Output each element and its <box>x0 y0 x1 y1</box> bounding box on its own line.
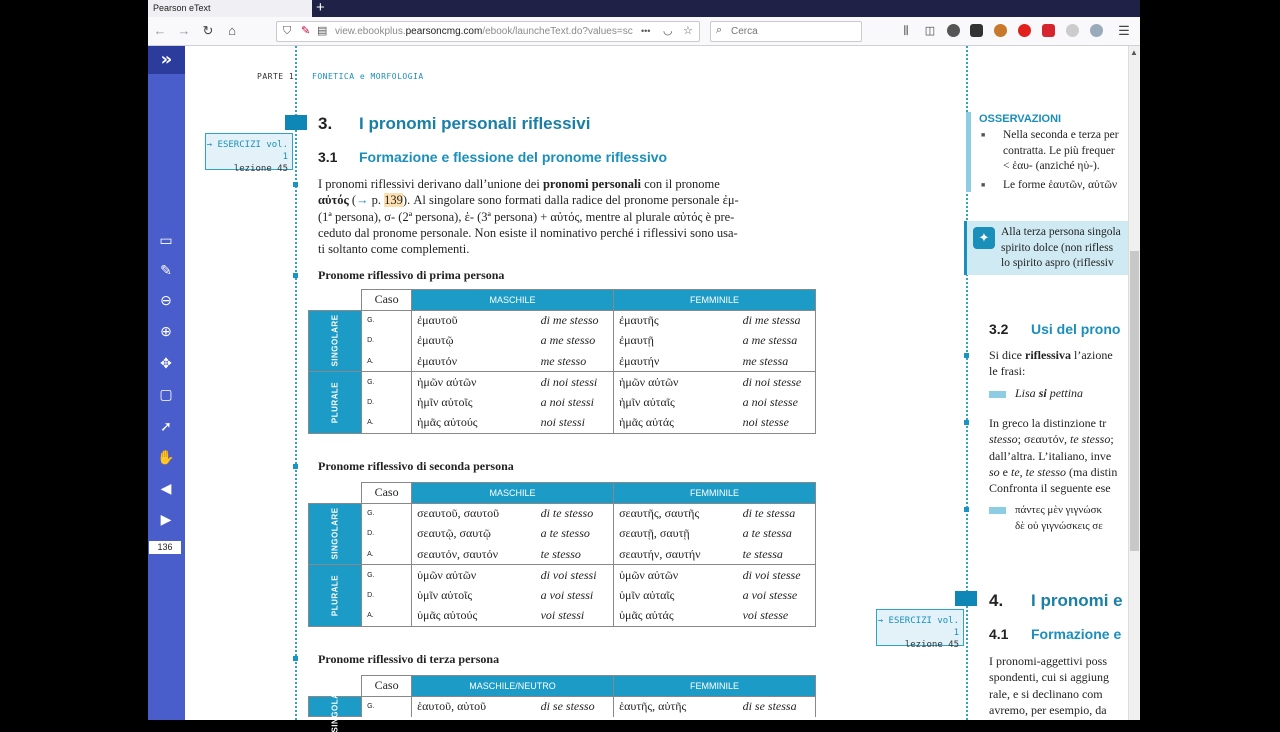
observation-item: ■ Le forme ἑαυτῶν, αὐτῶν <box>1003 178 1117 194</box>
url-text[interactable]: view.ebookplus.pearsoncmg.com/ebook/launcheText.do?values=sc <box>335 26 633 37</box>
subsection-number: 3.1 <box>318 149 338 165</box>
extension-cookie-icon[interactable] <box>994 24 1007 37</box>
monitor-icon[interactable]: ▭ <box>159 234 173 249</box>
esercizi-link[interactable]: → ESERCIZI vol. 1 lezione 45 <box>876 609 964 646</box>
esercizi-link[interactable]: → ESERCIZI vol. 1 lezione 45 <box>205 133 293 170</box>
pointer-icon[interactable]: ➚ <box>160 420 172 435</box>
search-icon: ⌕ <box>716 24 723 36</box>
scroll-up-icon[interactable]: ▲ <box>1130 48 1138 57</box>
section-title: I pronomi personali riflessivi <box>359 114 591 133</box>
page-number[interactable]: 136 <box>149 541 181 554</box>
account-icon[interactable] <box>947 24 960 37</box>
wrench-icon[interactable]: ✎ <box>160 264 172 279</box>
section-marker <box>955 591 977 606</box>
search-input[interactable] <box>731 24 856 39</box>
section-marker <box>285 115 307 130</box>
table-title: Pronome riflessivo di seconda persona <box>318 459 514 473</box>
title-bar <box>148 0 1140 17</box>
reload-icon[interactable]: ↻ <box>202 23 214 38</box>
note-box: ✦ Alla terza persona singola spirito dolce (non rifless lo spirito aspro (riflessiv <box>964 221 1128 275</box>
extension-puzzle-icon[interactable] <box>970 24 983 37</box>
tab-pearson-etext[interactable]: Pearson eText <box>148 0 312 17</box>
back-icon[interactable]: ← <box>153 23 167 38</box>
reader-toolbar <box>148 46 185 720</box>
permissions-icon[interactable]: ▤ <box>317 25 328 37</box>
book-page <box>185 46 1128 732</box>
declension-table-second-person: Caso MASCHILE FEMMINILE SINGOLARE G. σεαυτοῦ, σαυτοῦ di te stesso σεαυτῆς, σαυτῆς di te stessa D. σεαυτῷ, σαυτῷ a te stesso σεαυτῇ, σαυτῇ a te stessa A. σεαυτόν, σαυτόν te stesso σεαυτήν, σαυτήν te stessa PLURALE G. ὑμῶν αὐτῶν di voi stessi ὑμῶν αὐτῶν di voi stesse D. ὑμῖν αὐτοῖς a voi stessi ὑμῖν αὐταῖς a voi stesse A. ὑμᾶς αὐτούς voi stessi ὑμᾶς αὐτάς voi stesse <box>308 482 816 627</box>
search-box[interactable] <box>710 21 862 42</box>
margin-guide <box>295 46 297 720</box>
example-sentence: Lisa si pettina <box>1015 386 1084 400</box>
extension-opera-icon[interactable] <box>1018 24 1031 37</box>
intro-paragraph: I pronomi riflessivi derivano dall’unione dei pronomi personali con il pronome αὐτός (→ p. 139). Al singolare sono formati dalla radice del pronome personale ἐμ- (1ª persona), σ- (2ª persona), ἑ- (3ª persona) + αὐτός, mentre al plurale αὐτός è pre- ceduto dal pronome personale. Non esiste il nominativo perché i riflessivi sono usa- ti soltanto come complementi. <box>318 177 739 257</box>
shield-icon[interactable]: ⛉ <box>283 25 292 37</box>
hand-pan-icon[interactable]: ✋ <box>157 451 175 466</box>
subsection-number: 3.2 <box>989 321 1009 337</box>
subsection-number: 4.1 <box>989 626 1009 642</box>
address-bar[interactable] <box>276 21 700 42</box>
declension-table-third-person: Caso MASCHILE/NEUTRO FEMMINILE SINGOLARE G. ἑαυτοῦ, αὑτοῦ di se stesso ἑαυτῆς, αὑτῆς di se stessa <box>308 675 816 717</box>
browser-window <box>148 0 1140 732</box>
expand-panel-icon[interactable]: » <box>148 46 185 74</box>
select-area-icon[interactable]: ▢ <box>159 388 173 403</box>
running-section: FONETICA e MORFOLOGIA <box>312 72 424 81</box>
vertical-scrollbar[interactable] <box>1128 46 1140 720</box>
extension-globe-icon[interactable] <box>1090 24 1103 37</box>
table-title: Pronome riflessivo di prima persona <box>318 268 505 282</box>
nav-toolbar <box>148 17 1140 46</box>
table-title: Pronome riflessivo di terza persona <box>318 652 500 666</box>
section-title: I pronomi e <box>1031 591 1123 610</box>
library-icon[interactable]: ⫼ <box>903 25 909 37</box>
extension-adblock-icon[interactable] <box>1042 24 1055 37</box>
observations-title: OSSERVAZIONI <box>979 113 1062 125</box>
pocket-icon[interactable]: ◡ <box>663 25 673 37</box>
menu-icon[interactable]: ☰ <box>1118 23 1130 38</box>
observation-item: ■ Nella seconda e terza per contratta. Le più frequer < ἑαυ- (anziché ηὑ-). <box>1003 128 1119 175</box>
section-number: 3. <box>318 114 333 133</box>
sidebar-icon[interactable]: ◫ <box>924 25 936 37</box>
section-number: 4. <box>989 591 1004 610</box>
forward-icon[interactable]: → <box>177 23 191 38</box>
paragraph: In greco la distinzione tr stesso; σεαυτόν, te stesso; dall’altra. L’italiano, inve so e te, te stesso (ma distin Confronta il seguente ese <box>989 416 1118 496</box>
declension-table-first-person: Caso MASCHILE FEMMINILE SINGOLARE G. ἐμαυτοῦ di me stesso ἐμαυτῆς di me stessa D. ἐμαυτῷ a me stesso ἐμαυτῇ a me stessa A. ἐμαυτόν me stesso ἐμαυτήν me stessa PLURALE G. ἡμῶν αὐτῶν di noi stessi ἡμῶν αὐτῶν di noi stesse D. ἡμῖν αὐτοῖς a noi stessi ἡμῖν αὐταῖς a noi stesse A. ἡμᾶς αὐτούς noi stessi ἡμᾶς αὐτάς noi stesse <box>308 289 816 434</box>
previous-page-icon[interactable]: ◀ <box>160 482 172 497</box>
page-link-139[interactable]: 139 <box>384 193 403 208</box>
subsection-title: Formazione e <box>1031 626 1122 642</box>
greek-example: πάντες μὲν γιγνώσκ δὲ οὐ γιγνώσκεις σε <box>1015 504 1103 532</box>
zoom-out-icon[interactable]: ⊖ <box>160 294 172 309</box>
paragraph: I pronomi-aggettivi poss spondenti, cui si aggiung rale, e si declinano com avremo, per esempio, da <box>989 654 1109 717</box>
bookmark-star-icon[interactable]: ☆ <box>683 25 693 37</box>
page-actions-icon[interactable]: ••• <box>641 26 651 36</box>
home-icon[interactable]: ⌂ <box>228 23 236 38</box>
new-tab-button[interactable]: + <box>316 0 325 16</box>
subsection-title: Formazione e flessione del pronome riflessivo <box>359 149 668 165</box>
zoom-in-icon[interactable]: ⊕ <box>160 325 172 340</box>
next-page-icon[interactable]: ▶ <box>160 513 172 528</box>
extension-pen-icon[interactable] <box>1066 24 1079 37</box>
lightbulb-icon: ✦ <box>973 227 995 249</box>
scroll-thumb[interactable] <box>1130 251 1139 551</box>
subsection-title: Usi del prono <box>1031 321 1121 337</box>
paragraph: Si dice riflessiva l’azione le frasi: <box>989 348 1113 379</box>
running-part: PARTE 1 <box>257 72 295 81</box>
fit-page-icon[interactable]: ✥ <box>160 357 172 372</box>
insecure-lock-icon[interactable]: ✎ <box>301 25 311 37</box>
